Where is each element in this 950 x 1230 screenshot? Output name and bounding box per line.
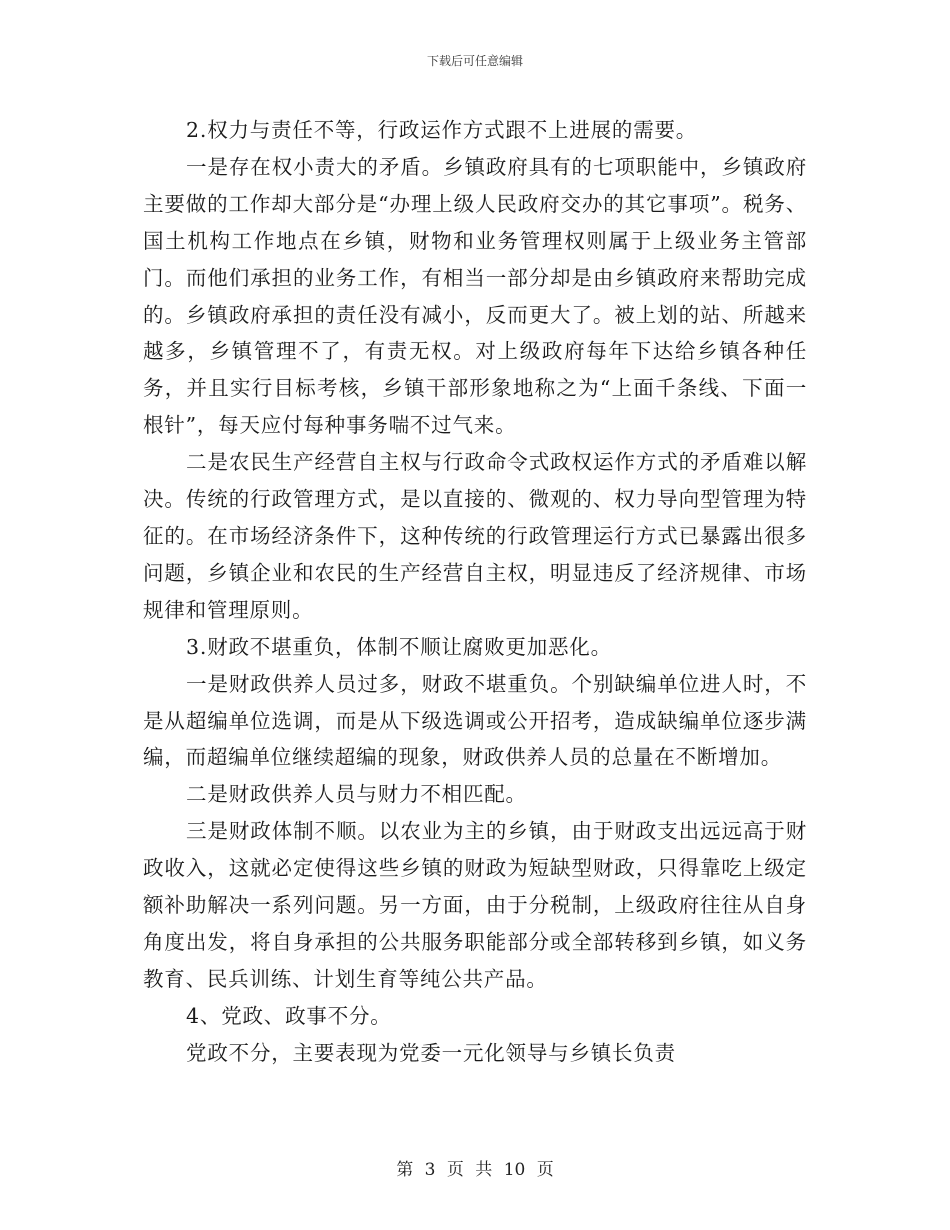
page-footer: 第 3 页 共 10 页 [396,1160,554,1180]
paragraph: 三是财政体制不顺。以农业为主的乡镇，由于财政支出远远高于财政收入，这就必定使得这些乡镇的财政为短缺型财政，只得靠吃上级定额补助解决一系列问题。另一方面，由于分税制，上级政府往往从自身角度出发，将自身承担的公共服务职能部分或全部转移到乡镇，如义务教育、民兵训练、计划生育等纯公共产品。 [143,819,807,991]
page-header: 下载后可任意编辑 [426,54,523,68]
document-body [143,112,807,1072]
paragraph-heading-3: 3.财政不堪重负，体制不顺让腐败更加恶化。 [186,634,612,659]
paragraph: 一是存在权小责大的矛盾。乡镇政府具有的七项职能中，乡镇政府主要做的工作却大部分是“办理上级人民政府交办的其它事项”。税务、国土机构工作地点在乡镇，财物和业务管理权则属于上级业务主管部门。而他们承担的业务工作，有相当一部分却是由乡镇政府来帮助完成的。乡镇政府承担的责任没有减小，反而更大了。被上划的站、所越来越多，乡镇管理不了，有责无权。对上级政府每年下达给乡镇各种任务，并且实行目标考核，乡镇干部形象地称之为“上面千条线、下面一根针”，每天应付每种事务喘不过气来。 [143,154,807,438]
paragraph: 一是财政供养人员过多，财政不堪重负。个别缺编单位进人时，不是从超编单位选调，而是从下级选调或公开招考，造成缺编单位逐步满编，而超编单位继续超编的现象，财政供养人员的总量在不断增加。 [143,671,807,770]
paragraph: 二是财政供养人员与财力不相匹配。 [186,782,527,807]
paragraph: 党政不分，主要表现为党委一元化领导与乡镇长负责 [186,1040,676,1065]
paragraph-heading-4: 4、党政、政事不分。 [186,1003,392,1028]
paragraph: 二是农民生产经营自主权与行政命令式政权运作方式的矛盾难以解决。传统的行政管理方式，是以直接的、微观的、权力导向型管理为特征的。在市场经济条件下，这种传统的行政管理运行方式已暴露出很多问题，乡镇企业和农民的生产经营自主权，明显违反了经济规律、市场规律和管理原则。 [143,450,807,622]
paragraph-heading-2: 2.权力与责任不等，行政运作方式跟不上进展的需要。 [186,118,698,142]
